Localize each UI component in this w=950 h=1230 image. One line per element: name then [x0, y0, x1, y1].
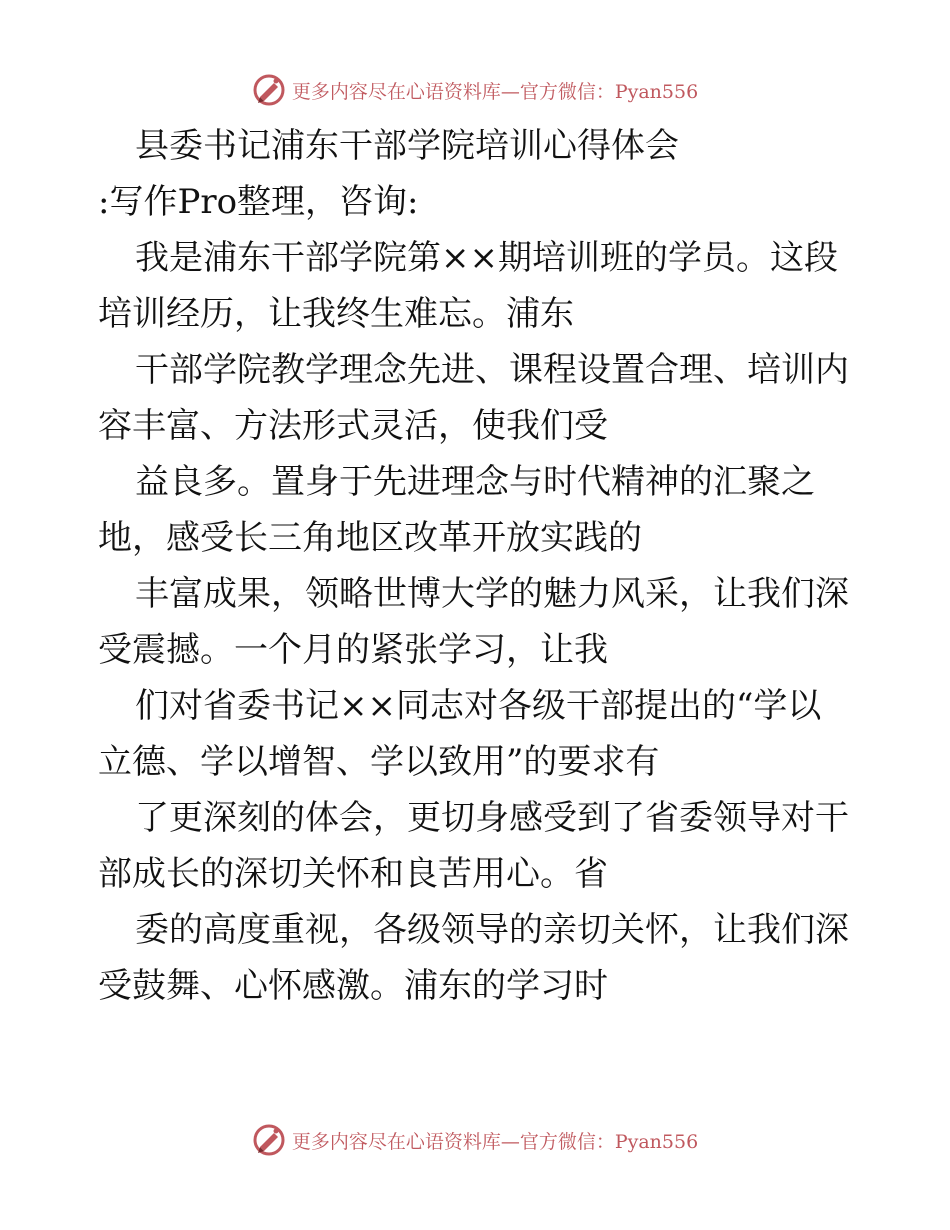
document-line: 丰富成果，领略世博大学的魅力风采，让我们深 [135, 574, 849, 614]
document-body [98, 118, 858, 1014]
footer-watermark [252, 1123, 698, 1157]
footer-watermark-banner [0, 1120, 950, 1160]
document-line: 部成长的深切关怀和良苦用心。省 [98, 854, 608, 894]
document-line: 们对省委书记××同志对各级干部提出的“学以 [135, 686, 822, 726]
header-watermark-text: 更多内容尽在心语资料库—官方微信：Pyan556 [291, 80, 699, 103]
pen-logo-icon [252, 1123, 286, 1157]
document-line: :写作Pro整理，咨询: [98, 182, 419, 222]
document-line: 培训经历，让我终生难忘。浦东 [98, 294, 574, 334]
footer-watermark-text: 更多内容尽在心语资料库—官方微信：Pyan556 [291, 1130, 699, 1153]
document-line: 地，感受长三角地区改革开放实践的 [98, 518, 642, 558]
document-line: 益良多。置身于先进理念与时代精神的汇聚之 [135, 462, 815, 502]
header-watermark [252, 73, 698, 107]
header-watermark-banner [0, 70, 950, 110]
document-line: 容丰富、方法形式灵活，使我们受 [98, 406, 608, 446]
document-line: 立德、学以增智、学以致用”的要求有 [98, 742, 660, 782]
pen-logo-icon [252, 73, 286, 107]
document-line: 受鼓舞、心怀感激。浦东的学习时 [98, 966, 608, 1006]
document-line: 干部学院教学理念先进、课程设置合理、培训内 [135, 350, 849, 390]
document-line: 委的高度重视，各级领导的亲切关怀，让我们深 [135, 910, 849, 950]
document-line: 了更深刻的体会，更切身感受到了省委领导对干 [135, 798, 849, 838]
document-line: 受震撼。一个月的紧张学习，让我 [98, 630, 608, 670]
document-line: 我是浦东干部学院第××期培训班的学员。这段 [135, 238, 838, 278]
document-title: 县委书记浦东干部学院培训心得体会 [135, 126, 679, 166]
